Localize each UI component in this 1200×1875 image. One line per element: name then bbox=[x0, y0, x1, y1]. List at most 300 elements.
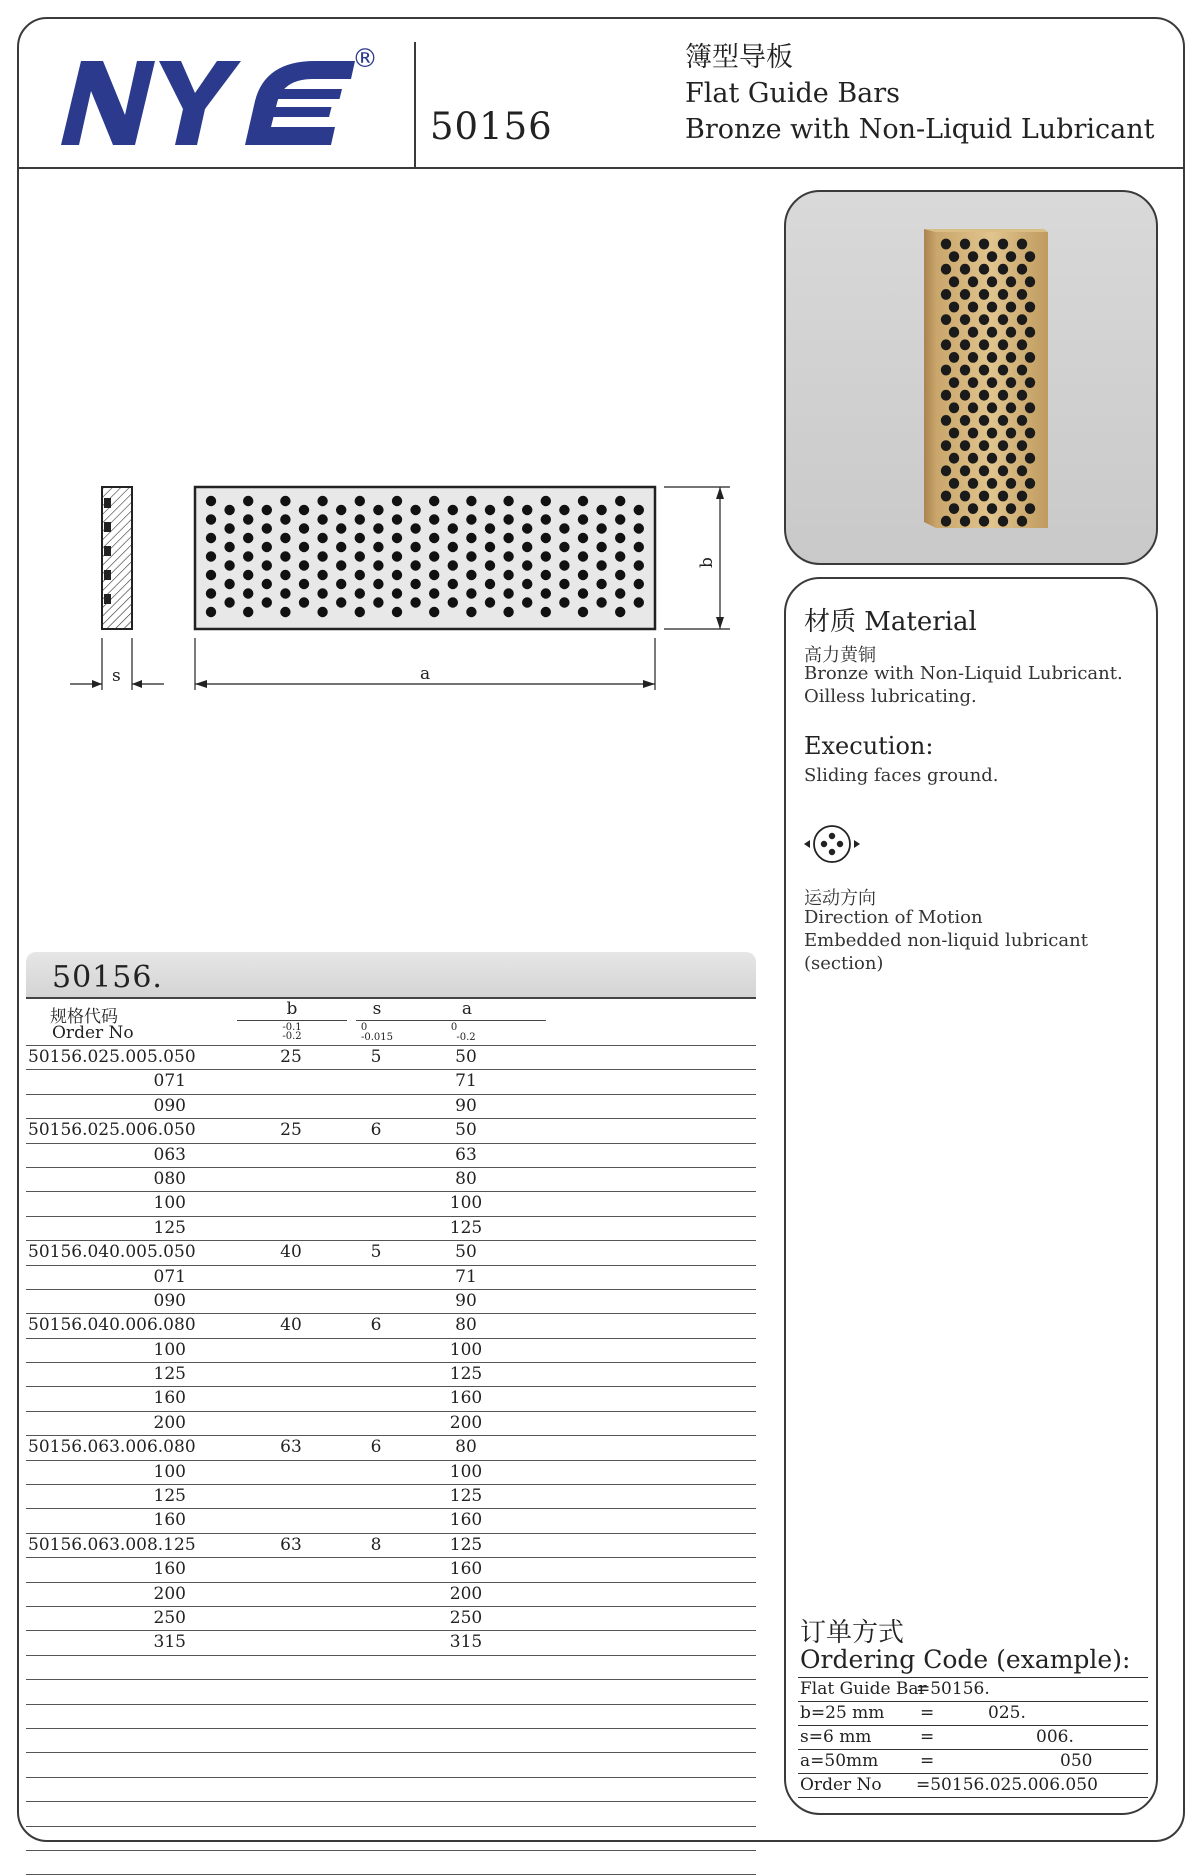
lubricant-dot bbox=[503, 607, 513, 617]
s-cell: 5 bbox=[370, 1242, 382, 1263]
lubricant-dot bbox=[485, 523, 495, 533]
s-cell: 6 bbox=[370, 1315, 382, 1336]
material-info-panel bbox=[784, 577, 1158, 1815]
photo-lubricant-dot bbox=[987, 428, 997, 439]
photo-lubricant-dot bbox=[998, 415, 1008, 426]
table-row bbox=[26, 1485, 756, 1509]
lubricant-dot bbox=[596, 523, 606, 533]
photo-lubricant-dot bbox=[968, 302, 978, 313]
lubricant-dot bbox=[336, 597, 346, 607]
lubricant-dot bbox=[634, 597, 644, 607]
a-cell: 200 bbox=[449, 1412, 483, 1433]
photo-lubricant-dot bbox=[968, 478, 978, 489]
lubricant-dot bbox=[596, 505, 606, 515]
col-s: s bbox=[372, 999, 382, 1019]
photo-lubricant-dot bbox=[1006, 352, 1016, 363]
lubricant-dot bbox=[578, 607, 588, 617]
lubricant-dot bbox=[559, 505, 569, 515]
ordering-label: a=50mm bbox=[800, 1751, 879, 1771]
lubricant-dot bbox=[541, 588, 551, 598]
lubricant-dot bbox=[317, 551, 327, 561]
lubricant-dot bbox=[596, 542, 606, 552]
photo-lubricant-dot bbox=[941, 264, 951, 275]
photo-lubricant-dot bbox=[968, 428, 978, 439]
photo-lubricant-dot bbox=[1025, 402, 1035, 413]
ordering-row bbox=[798, 1773, 1148, 1798]
lubricant-dot bbox=[280, 496, 290, 506]
lubricant-dot bbox=[429, 588, 439, 598]
order-no-cell: 50156.063.006.080 bbox=[28, 1437, 196, 1458]
lubricant-dot bbox=[243, 607, 253, 617]
lubricant-dot bbox=[392, 551, 402, 561]
lubricant-dot bbox=[448, 542, 458, 552]
photo-lubricant-dot bbox=[1006, 302, 1016, 313]
table-column-headers bbox=[26, 999, 756, 1045]
photo-lubricant-dot bbox=[1017, 264, 1027, 275]
b-cell: 40 bbox=[280, 1242, 302, 1263]
photo-lubricant-dot bbox=[960, 339, 970, 350]
lubricant-dot bbox=[317, 607, 327, 617]
product-photo bbox=[786, 192, 1158, 565]
table-row bbox=[26, 1729, 756, 1753]
lubricant-dot bbox=[429, 533, 439, 543]
lubricant-dot bbox=[503, 551, 513, 561]
table-row bbox=[26, 1095, 756, 1119]
order-no-cell: 200 bbox=[153, 1412, 186, 1433]
header-vertical-separator bbox=[414, 42, 416, 167]
a-cell: 100 bbox=[449, 1339, 483, 1360]
photo-lubricant-dot bbox=[979, 415, 989, 426]
lubricant-dot bbox=[448, 597, 458, 607]
order-no-cell: 50156.040.006.080 bbox=[28, 1315, 196, 1336]
lubricant-dot bbox=[392, 514, 402, 524]
ordering-row bbox=[798, 1749, 1148, 1773]
lubricant-dot bbox=[262, 542, 272, 552]
photo-lubricant-dot bbox=[968, 276, 978, 287]
photo-lubricant-dot bbox=[960, 239, 970, 250]
lubricant-dot bbox=[615, 514, 625, 524]
photo-lubricant-dot bbox=[949, 276, 959, 287]
photo-lubricant-dot bbox=[1006, 276, 1016, 287]
lubricant-dot bbox=[466, 514, 476, 524]
photo-lubricant-dot bbox=[1017, 415, 1027, 426]
b-cell: 40 bbox=[280, 1315, 302, 1336]
photo-lubricant-dot bbox=[1025, 453, 1035, 464]
lubricant-dot bbox=[206, 570, 216, 580]
photo-lubricant-dot bbox=[1017, 314, 1027, 325]
lubricant-dot bbox=[615, 533, 625, 543]
title-cn: 簿型导板 bbox=[685, 42, 793, 73]
lubricant-dot bbox=[485, 560, 495, 570]
ordering-equals: =50156. bbox=[916, 1679, 990, 1699]
lubricant-dot bbox=[615, 588, 625, 598]
photo-lubricant-dot bbox=[987, 402, 997, 413]
order-no-cell: 250 bbox=[153, 1607, 186, 1628]
photo-lubricant-dot bbox=[968, 503, 978, 514]
table-row bbox=[26, 1705, 756, 1729]
lubricant-dot bbox=[392, 570, 402, 580]
lubricant-dot bbox=[466, 570, 476, 580]
lubricant-dot bbox=[485, 542, 495, 552]
photo-lubricant-dot bbox=[979, 491, 989, 502]
photo-lubricant-dot bbox=[960, 440, 970, 451]
a-cell: 71 bbox=[455, 1071, 477, 1092]
side-section bbox=[102, 487, 132, 629]
photo-lubricant-dot bbox=[987, 276, 997, 287]
table-row bbox=[26, 1045, 756, 1070]
embedded-text: Embedded non-liquid lubricant bbox=[804, 930, 1088, 951]
a-cell: 315 bbox=[449, 1632, 483, 1653]
order-no-cell: 090 bbox=[153, 1290, 186, 1311]
material-title: 材质 Material bbox=[804, 607, 977, 637]
order-no-cell: 160 bbox=[153, 1559, 186, 1580]
col-order-cn: 规格代码 bbox=[50, 1007, 118, 1027]
product-code: 50156 bbox=[430, 105, 553, 148]
ordering-row bbox=[798, 1677, 1148, 1701]
col-s-tol-bottom: -0.015 bbox=[360, 1032, 393, 1043]
table-title-bar bbox=[26, 952, 756, 997]
lubricant-dot bbox=[559, 597, 569, 607]
lubricant-dot bbox=[224, 560, 234, 570]
ordering-label: Order No bbox=[800, 1775, 882, 1795]
ordering-label: Flat Guide Bar bbox=[800, 1679, 927, 1699]
order-no-cell: 50156.025.005.050 bbox=[28, 1047, 196, 1067]
lubricant-dot bbox=[522, 560, 532, 570]
table-row bbox=[26, 1070, 756, 1094]
lubricant-dot bbox=[634, 560, 644, 570]
photo-lubricant-dot bbox=[1017, 239, 1027, 250]
photo-lubricant-dot bbox=[1025, 276, 1035, 287]
a-cell: 50 bbox=[455, 1120, 477, 1141]
photo-lubricant-dot bbox=[998, 465, 1008, 476]
order-no-cell: 090 bbox=[153, 1095, 186, 1116]
lubricant-dot bbox=[522, 523, 532, 533]
a-cell: 160 bbox=[449, 1510, 483, 1531]
lubricant-dot bbox=[262, 560, 272, 570]
photo-lubricant-dot bbox=[949, 251, 959, 262]
lubricant-dot bbox=[466, 588, 476, 598]
photo-lubricant-dot bbox=[949, 402, 959, 413]
photo-lubricant-dot bbox=[987, 453, 997, 464]
lubricant-dot bbox=[280, 533, 290, 543]
table-row bbox=[26, 1290, 756, 1314]
ordering-equals: = bbox=[920, 1727, 935, 1747]
photo-lubricant-dot bbox=[998, 390, 1008, 401]
lubricant-dot bbox=[485, 597, 495, 607]
photo-lubricant-dot bbox=[998, 314, 1008, 325]
lubricant-dot bbox=[615, 496, 625, 506]
a-cell: 90 bbox=[455, 1290, 477, 1311]
a-cell: 50 bbox=[455, 1242, 477, 1263]
ordering-value: 006. bbox=[1036, 1727, 1074, 1747]
lubricant-dot bbox=[429, 514, 439, 524]
lubricant-dot bbox=[466, 551, 476, 561]
ordering-row bbox=[798, 1725, 1148, 1749]
photo-lubricant-dot bbox=[979, 314, 989, 325]
lubricant-dot bbox=[578, 496, 588, 506]
lubricant-dot bbox=[224, 505, 234, 515]
order-no-cell: 100 bbox=[153, 1339, 186, 1360]
a-cell: 100 bbox=[449, 1461, 483, 1482]
col-order-en: Order No bbox=[52, 1023, 134, 1043]
a-cell: 80 bbox=[455, 1437, 477, 1458]
embedded-section: (section) bbox=[804, 953, 884, 974]
table-row bbox=[26, 1534, 756, 1558]
lubricant-dot bbox=[299, 597, 309, 607]
lubricant-dot bbox=[317, 496, 327, 506]
lubricant-dot bbox=[448, 579, 458, 589]
photo-lubricant-dot bbox=[998, 264, 1008, 275]
col-a-tol-top: 0 bbox=[450, 1022, 458, 1033]
a-cell: 90 bbox=[455, 1095, 477, 1116]
lubricant-dot bbox=[206, 588, 216, 598]
photo-lubricant-dot bbox=[979, 365, 989, 376]
order-no-cell: 071 bbox=[153, 1071, 186, 1092]
photo-lubricant-dot bbox=[987, 251, 997, 262]
lubricant-dot bbox=[596, 560, 606, 570]
lubricant-dot bbox=[541, 570, 551, 580]
photo-lubricant-dot bbox=[949, 453, 959, 464]
lubricant-dot bbox=[559, 560, 569, 570]
lubricant-dot bbox=[559, 579, 569, 589]
photo-lubricant-dot bbox=[960, 314, 970, 325]
direction-of-motion-icon bbox=[800, 822, 864, 866]
lubricant-dot bbox=[355, 533, 365, 543]
photo-lubricant-dot bbox=[1017, 365, 1027, 376]
a-cell: 80 bbox=[455, 1168, 477, 1189]
photo-lubricant-dot bbox=[987, 327, 997, 338]
photo-lubricant-dot bbox=[949, 377, 959, 388]
photo-lubricant-dot bbox=[960, 491, 970, 502]
table-row bbox=[26, 1851, 756, 1875]
table-row bbox=[26, 1168, 756, 1192]
photo-lubricant-dot bbox=[1017, 465, 1027, 476]
photo-lubricant-dot bbox=[1006, 503, 1016, 514]
order-no-cell: 200 bbox=[153, 1583, 186, 1604]
photo-lubricant-dot bbox=[960, 415, 970, 426]
lubricant-dot bbox=[503, 514, 513, 524]
order-no-cell: 063 bbox=[153, 1144, 186, 1165]
photo-lubricant-dot bbox=[968, 453, 978, 464]
lubricant-dot bbox=[466, 496, 476, 506]
b-cell: 25 bbox=[280, 1120, 302, 1141]
lubricant-dot bbox=[448, 523, 458, 533]
table-row bbox=[26, 1827, 756, 1851]
technical-drawing bbox=[70, 470, 750, 700]
lubricant-dot bbox=[541, 551, 551, 561]
table-row bbox=[26, 1631, 756, 1655]
photo-lubricant-dot bbox=[949, 478, 959, 489]
order-no-cell: 125 bbox=[153, 1486, 186, 1507]
table-row bbox=[26, 1558, 756, 1582]
s-cell: 6 bbox=[370, 1120, 382, 1141]
photo-lubricant-dot bbox=[949, 302, 959, 313]
lubricant-dot bbox=[634, 523, 644, 533]
lubricant-dot bbox=[299, 505, 309, 515]
lubricant-dot bbox=[299, 560, 309, 570]
lubricant-dot bbox=[373, 505, 383, 515]
table-row bbox=[26, 1339, 756, 1363]
col-a-tol-bottom: -0.2 bbox=[456, 1032, 476, 1043]
lubricant-dot bbox=[466, 533, 476, 543]
photo-lubricant-dot bbox=[998, 516, 1008, 527]
photo-lubricant-dot bbox=[941, 440, 951, 451]
order-no-cell: 100 bbox=[153, 1193, 186, 1214]
lubricant-dot bbox=[541, 607, 551, 617]
photo-lubricant-dot bbox=[1025, 503, 1035, 514]
execution-title: Execution: bbox=[804, 732, 934, 760]
order-no-cell: 080 bbox=[153, 1168, 186, 1189]
order-no-cell: 50156.040.005.050 bbox=[28, 1242, 196, 1263]
photo-lubricant-dot bbox=[941, 516, 951, 527]
photo-lubricant-dot bbox=[949, 503, 959, 514]
lubricant-dot bbox=[355, 514, 365, 524]
lubricant-dot bbox=[485, 579, 495, 589]
material-cn: 高力黄铜 bbox=[804, 645, 876, 666]
s-cell: 8 bbox=[370, 1534, 382, 1555]
table-title: 50156. bbox=[52, 960, 163, 995]
header-separator bbox=[17, 167, 1185, 169]
photo-lubricant-dot bbox=[987, 377, 997, 388]
photo-lubricant-dot bbox=[979, 440, 989, 451]
lubricant-dot bbox=[243, 533, 253, 543]
lubricant-dot bbox=[503, 496, 513, 506]
col-b-tol-bottom: -0.2 bbox=[282, 1031, 302, 1042]
lubricant-dot bbox=[410, 597, 420, 607]
photo-lubricant-dot bbox=[1017, 289, 1027, 300]
photo-lubricant-dot bbox=[968, 402, 978, 413]
photo-lubricant-dot bbox=[1025, 352, 1035, 363]
ordering-value: 050 bbox=[1060, 1751, 1093, 1771]
lubricant-dot bbox=[355, 607, 365, 617]
a-cell: 200 bbox=[449, 1583, 483, 1604]
table-row bbox=[26, 1461, 756, 1485]
lubricant-dot bbox=[578, 551, 588, 561]
lubricant-dot bbox=[280, 588, 290, 598]
lubricant-dot bbox=[336, 542, 346, 552]
order-no-cell: 100 bbox=[153, 1461, 186, 1482]
lubricant-dot bbox=[299, 523, 309, 533]
lubricant-dot bbox=[243, 588, 253, 598]
photo-lubricant-dot bbox=[960, 390, 970, 401]
order-no-cell: 160 bbox=[153, 1510, 186, 1531]
lubricant-dot bbox=[634, 542, 644, 552]
photo-lubricant-dot bbox=[1025, 302, 1035, 313]
table-row bbox=[26, 1144, 756, 1168]
lubricant-dot bbox=[392, 588, 402, 598]
photo-lubricant-dot bbox=[1025, 327, 1035, 338]
a-cell: 125 bbox=[449, 1486, 483, 1507]
photo-lubricant-dot bbox=[941, 365, 951, 376]
lubricant-dot bbox=[503, 570, 513, 580]
photo-lubricant-dot bbox=[979, 339, 989, 350]
lubricant-dot bbox=[596, 597, 606, 607]
lubricant-dot bbox=[448, 505, 458, 515]
order-no-cell: 50156.063.008.125 bbox=[28, 1534, 196, 1555]
photo-lubricant-dot bbox=[1006, 377, 1016, 388]
a-cell: 125 bbox=[449, 1217, 483, 1238]
photo-lubricant-dot bbox=[1006, 428, 1016, 439]
photo-lubricant-dot bbox=[987, 302, 997, 313]
lubricant-dot bbox=[373, 597, 383, 607]
a-cell: 250 bbox=[449, 1607, 483, 1628]
ordering-equals: =50156.025.006.050 bbox=[916, 1775, 1098, 1795]
photo-lubricant-dot bbox=[987, 352, 997, 363]
table-row bbox=[26, 1656, 756, 1680]
photo-lubricant-dot bbox=[941, 465, 951, 476]
photo-lubricant-dot bbox=[998, 365, 1008, 376]
lubricant-dot bbox=[206, 496, 216, 506]
photo-lubricant-dot bbox=[998, 289, 1008, 300]
a-cell: 50 bbox=[455, 1047, 477, 1067]
a-cell: 100 bbox=[449, 1193, 483, 1214]
order-no-cell: 315 bbox=[153, 1632, 186, 1653]
lubricant-dot bbox=[243, 514, 253, 524]
lubricant-dot bbox=[634, 505, 644, 515]
lubricant-dot bbox=[392, 607, 402, 617]
lubricant-dot bbox=[466, 607, 476, 617]
lubricant-dot bbox=[410, 560, 420, 570]
ordering-equals: = bbox=[920, 1751, 935, 1771]
ordering-example-table bbox=[798, 1677, 1148, 1798]
ordering-equals: = bbox=[920, 1703, 935, 1723]
lubricant-dot bbox=[280, 551, 290, 561]
b-cell: 63 bbox=[280, 1534, 302, 1555]
table-row bbox=[26, 1363, 756, 1387]
lubricant-dot bbox=[578, 514, 588, 524]
ordering-title-en: Ordering Code (example): bbox=[800, 1645, 1131, 1674]
table-row bbox=[26, 1778, 756, 1802]
photo-lubricant-dot bbox=[1017, 516, 1027, 527]
dim-b-label: b bbox=[697, 557, 717, 568]
lubricant-dot bbox=[485, 505, 495, 515]
photo-lubricant-dot bbox=[949, 327, 959, 338]
photo-lubricant-dot bbox=[1006, 251, 1016, 262]
lubricant-dot bbox=[243, 496, 253, 506]
lubricant-dot bbox=[243, 551, 253, 561]
order-no-cell: 125 bbox=[153, 1364, 186, 1385]
col-s-tol-top: 0 bbox=[360, 1022, 368, 1033]
registered-mark: ® bbox=[352, 45, 378, 74]
col-b-tol-top: -0.1 bbox=[282, 1022, 302, 1033]
photo-lubricant-dot bbox=[998, 239, 1008, 250]
photo-lubricant-dot bbox=[979, 264, 989, 275]
lubricant-dot bbox=[559, 542, 569, 552]
table-row bbox=[26, 1607, 756, 1631]
lubricant-dot bbox=[541, 496, 551, 506]
lubricant-dot bbox=[336, 505, 346, 515]
lubricant-dot bbox=[429, 607, 439, 617]
title-en: Flat Guide Bars bbox=[685, 78, 901, 109]
photo-lubricant-dot bbox=[941, 239, 951, 250]
execution-text: Sliding faces ground. bbox=[804, 765, 999, 786]
ordering-value: 025. bbox=[988, 1703, 1026, 1723]
subtitle-en: Bronze with Non-Liquid Lubricant bbox=[685, 114, 1155, 145]
photo-lubricant-dot bbox=[960, 465, 970, 476]
lubricant-dot bbox=[355, 496, 365, 506]
lubricant-dot bbox=[392, 533, 402, 543]
lubricant-dot bbox=[206, 514, 216, 524]
table-row bbox=[26, 1241, 756, 1265]
lubricant-dot bbox=[503, 533, 513, 543]
photo-lubricant-dot bbox=[1006, 478, 1016, 489]
lubricant-dot bbox=[336, 523, 346, 533]
lubricant-dot bbox=[262, 579, 272, 589]
lubricant-dot bbox=[541, 514, 551, 524]
lubricant-dot bbox=[224, 597, 234, 607]
lubricant-dot bbox=[206, 533, 216, 543]
photo-lubricant-dot bbox=[987, 478, 997, 489]
